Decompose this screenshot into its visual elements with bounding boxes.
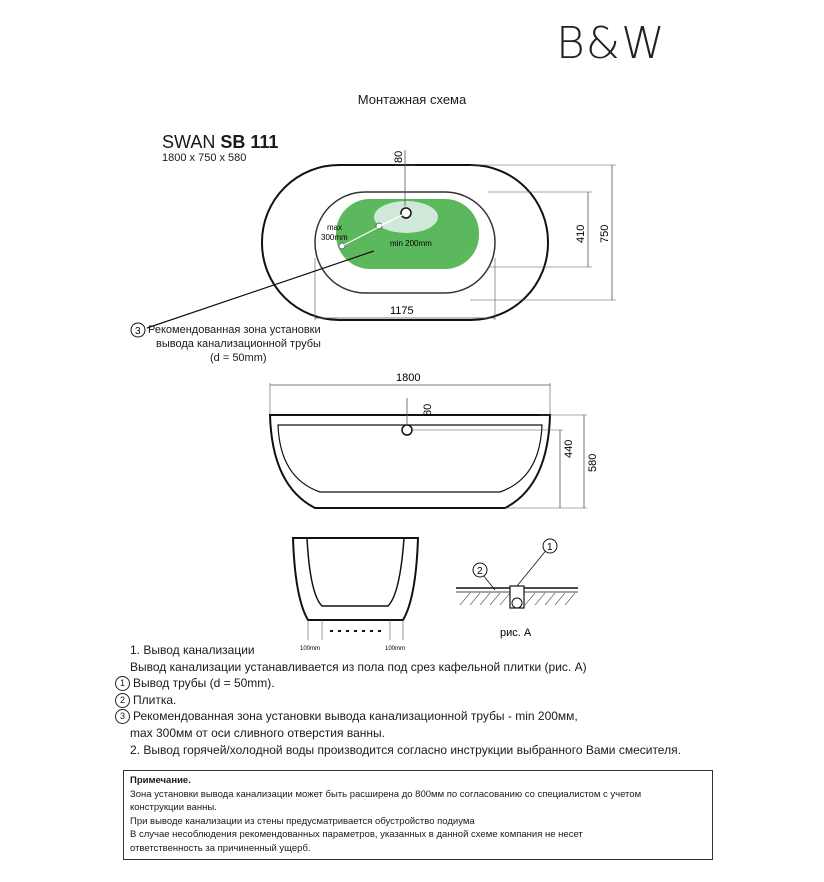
- dim-410: 410: [575, 224, 587, 243]
- overflow-hole: [402, 425, 412, 435]
- dim-580: 580: [587, 453, 599, 472]
- callout-3-text: Рекомендованная зона установки вывода канализационной трубы (d = 50mm): [148, 324, 321, 364]
- fig-callout-1: 1: [547, 542, 553, 553]
- max-label-1: max: [327, 223, 343, 232]
- end-left-100: 100mm: [300, 646, 321, 652]
- model-dimensions: 1800 x 750 x 580: [162, 152, 247, 164]
- fig-a-caption: рис. А: [500, 627, 532, 639]
- end-right-100: 100mm: [385, 646, 406, 652]
- callout-3-num: 3: [135, 326, 141, 337]
- dim-80-top: 80: [393, 150, 405, 163]
- min-label: min 200mm: [390, 239, 432, 248]
- page-subtitle: Монтажная схема: [357, 92, 467, 107]
- dim-440: 440: [563, 439, 575, 458]
- max-label-2: 300mm: [321, 233, 348, 242]
- dim-1175: 1175: [390, 305, 414, 317]
- dim-80-side: 80: [422, 403, 434, 416]
- brand-logo: B&W: [556, 18, 666, 69]
- remark-box: Примечание. Зона установки вывода канализации может быть расширена до 800мм по согласованию со специалистом с учетом конструкции ванны. При выводе канализации из стены предусматривается обустройство подиума В случае несоблюдения рекомендованных параметров, указанных в данной схеме компания не несет ответственность за причиненный ущерб.: [123, 770, 713, 860]
- dim-1800: 1800: [396, 372, 421, 384]
- fig-callout-2: 2: [477, 566, 483, 577]
- model-name: SWAN SB 111: [162, 132, 279, 152]
- installation-notes: 1. Вывод канализации Вывод канализации устанавливается из пола под срез кафельной плитки (рис. А) 1 Вывод трубы (d = 50mm). 2 Плитка. 3 Рекомендованная зона установки вывода канализационной трубы - min 200мм, max 300мм от оси сливного отверстия ванны. 2. Вывод горячей/холодной воды производится согласно инструкции выбранного Вами смесителя.: [130, 642, 681, 758]
- dim-750: 750: [599, 224, 611, 243]
